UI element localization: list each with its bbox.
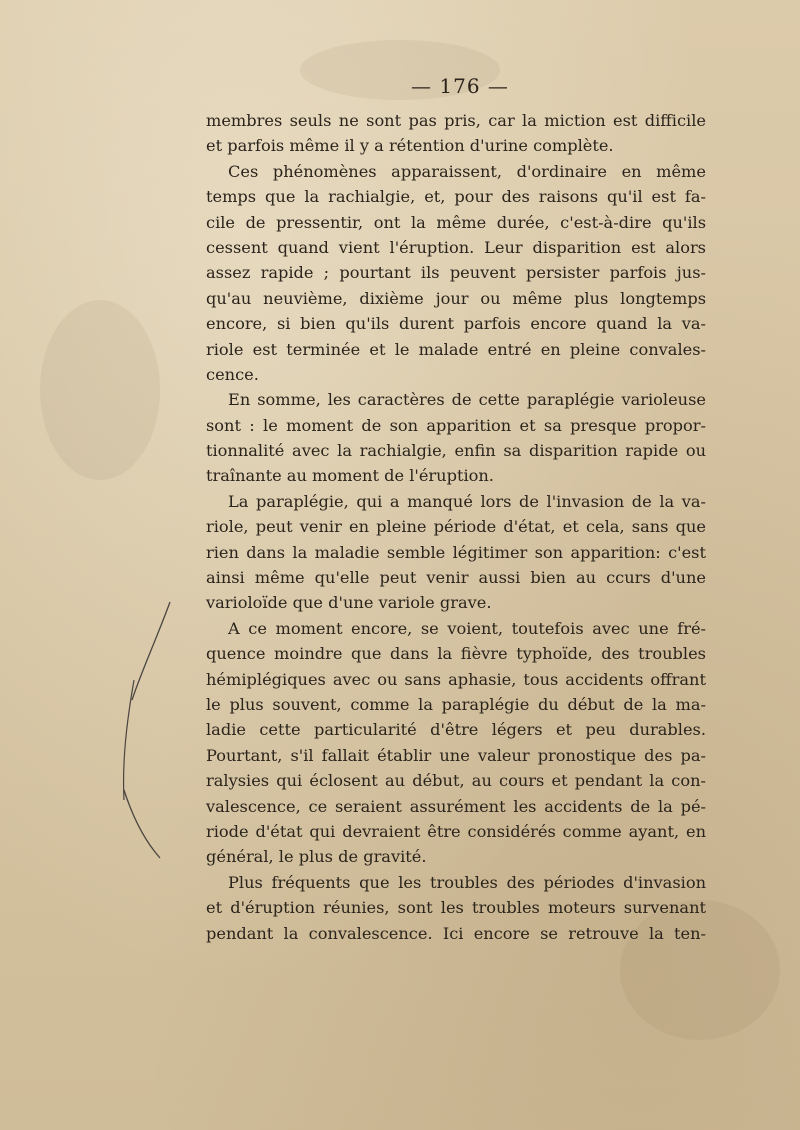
text-line: cile de pressentir, ont la même durée, c'est-à-dire qu'ils xyxy=(206,212,706,232)
text-line: Pourtant, s'il fallait établir une valeur pronostique des pa- xyxy=(206,745,706,765)
body-text xyxy=(206,108,706,946)
text-line: temps que la rachialgie, et, pour des raisons qu'il est fa- xyxy=(206,187,706,207)
paper-stain xyxy=(40,300,160,480)
page-number: — 176 — xyxy=(411,74,509,98)
text-line: sont : le moment de son apparition et sa presque propor- xyxy=(206,415,706,435)
pencil-stroke xyxy=(124,790,160,858)
text-line: A ce moment encore, se voient, toutefois avec une fré- xyxy=(228,618,706,638)
text-line: traînante au moment de l'éruption. xyxy=(206,466,494,486)
text-line: cence. xyxy=(206,364,259,384)
text-line: Ces phénomènes apparaissent, d'ordinaire en même xyxy=(228,161,706,181)
text-line: ainsi même qu'elle peut venir aussi bien au ccurs d'une xyxy=(206,568,706,588)
text-line: et d'éruption réunies, sont les troubles moteurs survenant xyxy=(206,898,706,918)
text-line: riole est terminée et le malade entré en pleine convales- xyxy=(206,339,706,359)
text-line: riole, peut venir en pleine période d'état, et cela, sans que xyxy=(206,517,706,537)
text-line: tionnalité avec la rachialgie, enfin sa disparition rapide ou xyxy=(206,441,706,461)
pencil-stroke xyxy=(132,602,170,700)
text-line: Plus fréquents que les troubles des périodes d'invasion xyxy=(228,872,706,892)
text-line: ladie cette particularité d'être légers et peu durables. xyxy=(206,720,706,740)
text-line: valescence, ce seraient assurément les accidents de la pé- xyxy=(206,796,706,816)
text-line: et parfois même il y a rétention d'urine complète. xyxy=(206,136,614,156)
text-line: rien dans la maladie semble légitimer son apparition: c'est xyxy=(206,542,706,562)
text-line: quence moindre que dans la fièvre typhoïde, des troubles xyxy=(206,644,706,664)
text-line: général, le plus de gravité. xyxy=(206,847,427,867)
text-line: riode d'état qui devraient être considérés comme ayant, en xyxy=(206,821,706,841)
text-line: le plus souvent, comme la paraplégie du début de la ma- xyxy=(206,694,706,714)
text-line: hémiplégiques avec ou sans aphasie, tous accidents offrant xyxy=(206,669,706,689)
text-line: encore, si bien qu'ils durent parfois encore quand la va- xyxy=(206,314,706,334)
text-line: ralysies qui éclosent au début, au cours et pendant la con- xyxy=(206,771,706,791)
text-line: En somme, les caractères de cette paraplégie varioleuse xyxy=(228,390,706,410)
text-line: assez rapide ; pourtant ils peuvent persister parfois jus- xyxy=(206,263,706,283)
text-line: membres seuls ne sont pas pris, car la miction est difficile xyxy=(206,111,706,130)
text-line: La paraplégie, qui a manqué lors de l'invasion de la va- xyxy=(228,491,706,511)
margin-pencil-bracket xyxy=(112,600,182,865)
text-line: varioloïde que d'une variole grave. xyxy=(206,593,492,613)
text-line: pendant la convalescence. Ici encore se retrouve la ten- xyxy=(206,923,706,943)
text-line: cessent quand vient l'éruption. Leur disparition est alors xyxy=(206,237,706,257)
text-line: qu'au neuvième, dixième jour ou même plus longtemps xyxy=(206,288,706,308)
